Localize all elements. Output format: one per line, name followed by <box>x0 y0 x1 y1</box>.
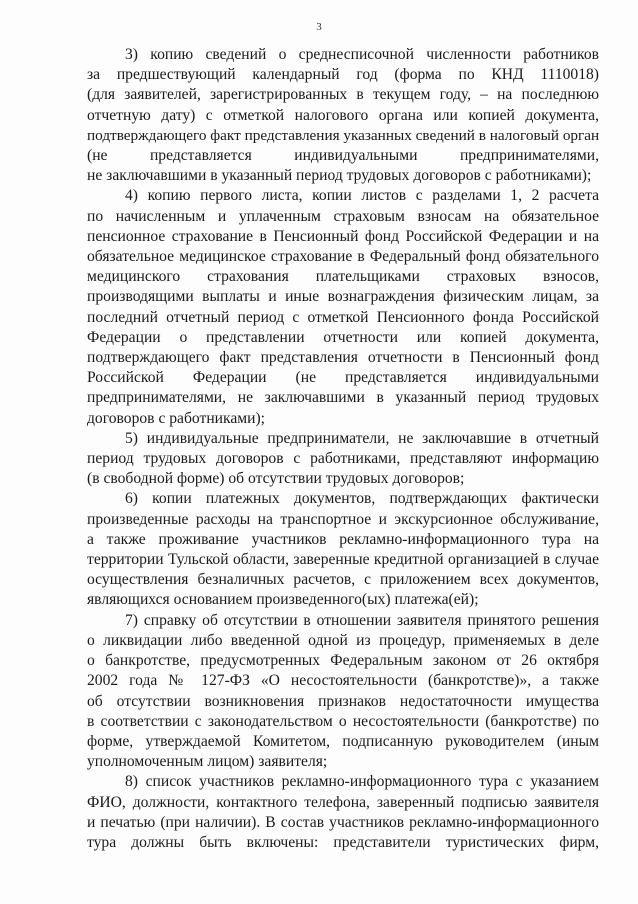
page-number: 3 <box>316 21 322 33</box>
text-line: отчетную дату) с отметкой налогового органа или копией документа, <box>87 106 599 124</box>
text-line: а также проживание участников рекламно-информационного тура на <box>87 530 599 548</box>
text-line: ФИО, должности, контактного телефона, заверенный подписью заявителя <box>87 793 599 811</box>
text-line: за предшествующий календарный год (форма по КНД 1110018) <box>87 66 599 84</box>
text-line: территории Тульской области, заверенные кредитной организацией в случае <box>87 551 599 569</box>
text-line: подтверждающего факт представления указанных сведений в налоговый орган <box>87 126 600 144</box>
text-line: уполномоченным лицом) заявителя; <box>87 753 328 771</box>
text-line: осуществления безналичных расчетов, с приложением всех документов, <box>87 571 599 589</box>
paragraph-item-8 <box>87 772 599 853</box>
text-line: период трудовых договоров с работниками, представляют информацию <box>87 450 599 468</box>
text-line: пенсионное страхование в Пенсионный фонд Российской Федерации и на <box>87 227 599 245</box>
text-line: и печатью (при наличии). В состав участников рекламно-информационного <box>87 813 599 831</box>
text-line: являющихся основанием произведенного(ых) платежа(ей); <box>87 591 479 609</box>
document-body <box>87 45 599 853</box>
paragraph-item-7 <box>87 611 599 773</box>
text-line: обязательное медицинское страхование в Федеральный фонд обязательного <box>87 248 599 266</box>
text-line: предпринимателями, не заключавшими в указанный период трудовых <box>87 389 599 407</box>
text-line: не заключавшими в указанный период трудовых договоров с работниками); <box>87 167 592 185</box>
paragraph-item-4 <box>87 186 599 428</box>
text-line: форме, утверждаемой Комитетом, подписанную руководителем (иным <box>87 732 599 750</box>
text-line: 7) справку об отсутствии в отношении заявителя принятого решения <box>125 611 599 629</box>
text-line: о банкротстве, предусмотренных Федеральным законом от 26 октября <box>87 652 599 670</box>
text-line: договоров с работниками); <box>87 409 266 427</box>
paragraph-item-6 <box>87 489 599 610</box>
text-line: об отсутствии возникновения признаков недостаточности имущества <box>87 692 599 710</box>
text-line: 8) список участников рекламно-информационного тура с указанием <box>125 773 599 791</box>
text-line: (не представляется индивидуальными предпринимателями, <box>87 147 599 165</box>
text-line: 2002 года № 127-ФЗ «О несостоятельности (банкротстве)», а также <box>87 672 599 690</box>
text-line: (для заявителей, зарегистрированных в текущем году, – на последнюю <box>87 86 599 104</box>
text-line: подтверждающего факт представления отчетности в Пенсионный фонд <box>87 349 599 367</box>
text-line: о ликвидации либо введенной одной из процедур, применяемых в деле <box>87 631 599 649</box>
text-line: производящими выплаты и иные вознаграждения физическим лицам, за <box>87 288 599 306</box>
text-line: 5) индивидуальные предприниматели, не заключавшие в отчетный <box>125 429 599 447</box>
text-line: (в свободной форме) об отсутствии трудовых договоров; <box>87 470 465 488</box>
text-line: по начисленным и уплаченным страховым взносам на обязательное <box>87 207 599 225</box>
text-line: медицинского страхования плательщиками страховых взносов, <box>87 268 599 286</box>
text-line: в соответствии с законодательством о несостоятельности (банкротстве) по <box>87 712 599 730</box>
paragraph-item-5 <box>87 429 599 490</box>
text-line: Российской Федерации (не представляется индивидуальными <box>87 369 599 387</box>
text-line: Федерации о представлении отчетности или копией документа, <box>87 328 599 346</box>
text-line: произведенные расходы на транспортное и экскурсионное обслуживание, <box>87 510 599 528</box>
paragraph-item-3 <box>87 45 599 186</box>
text-line: 4) копию первого листа, копии листов с разделами 1, 2 расчета <box>125 187 599 205</box>
text-line: тура должны быть включены: представители туристических фирм, <box>87 833 599 851</box>
text-line: 6) копии платежных документов, подтверждающих фактически <box>125 490 599 508</box>
text-line: последний отчетный период с отметкой Пенсионного фонда Российской <box>87 308 599 326</box>
text-line: 3) копию сведений о среднесписочной численности работников <box>125 46 599 63</box>
